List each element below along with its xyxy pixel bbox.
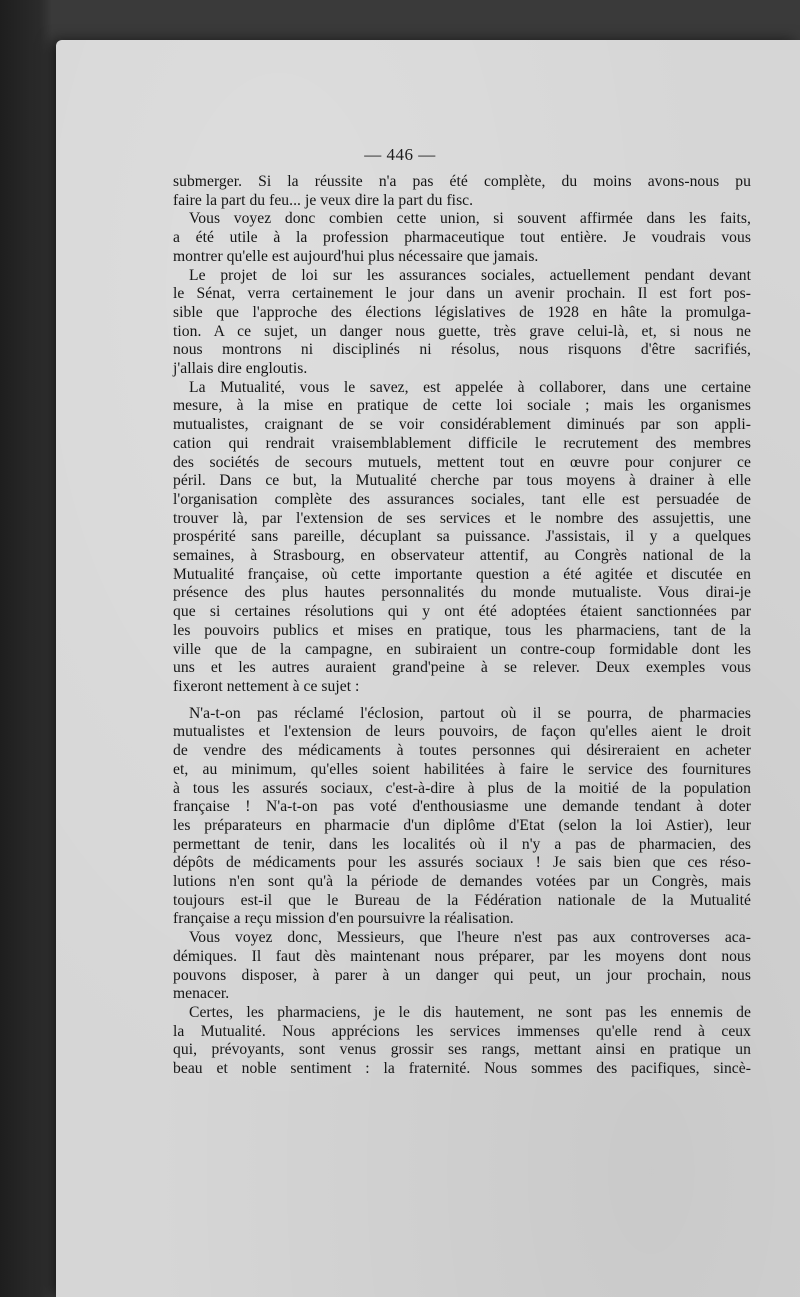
text-line: montrer qu'elle est aujourd'hui plus nécessaire que jamais. <box>173 247 539 265</box>
text-line: tion. A ce sujet, un danger nous guette, très grave celui-là, et, si nous ne <box>173 322 751 340</box>
text-line: l'organisation complète des assurances sociales, tant elle est persuadée de <box>173 490 751 508</box>
text-line: le Sénat, verra certainement le jour dans un avenir prochain. Il est fort pos- <box>173 285 751 303</box>
text-line: que si certaines résolutions qui y ont été adoptées étaient sanctionnées par <box>173 603 751 621</box>
text-line: faire la part du feu... je veux dire la part du fisc. <box>173 191 474 209</box>
text-line: prospérité sans pareille, décuplant sa puissance. J'assistais, il y a quelques <box>173 528 751 546</box>
text-line: les pouvoirs publics et mises en pratique, tous les pharmaciens, tant de la <box>173 621 751 639</box>
text-line: uns et les autres auraient grand'peine à se relever. Deux exemples vous <box>173 659 751 677</box>
text-line: des sociétés de secours mutuels, mettent tout en œuvre pour conjurer ce <box>173 453 751 471</box>
text-line: a été utile à la profession pharmaceutique tout entière. Je voudrais vous <box>173 229 751 247</box>
text-line: et, au minimum, qu'elles soient habilitées à faire le service des fournitures <box>173 760 751 778</box>
text-line: française ! N'a-t-on pas voté d'enthousiasme une demande tendant à doter <box>173 798 751 816</box>
text-line: beau et noble sentiment : la fraternité. Nous sommes des pacifiques, sincè- <box>173 1060 751 1078</box>
text-line: à tous les assurés sociaux, c'est-à-dire à plus de la moitié de la population <box>173 779 751 797</box>
text-line: de vendre des médicaments à toutes personnes qui désireraient en acheter <box>173 742 751 760</box>
text-line: Le projet de loi sur les assurances sociales, actuellement pendant devant <box>189 266 751 284</box>
text-line: péril. Dans ce but, la Mutualité cherche par tous moyens à drainer à elle <box>173 472 751 490</box>
text-line: les préparateurs en pharmacie d'un diplôme d'Etat (selon la loi Astier), leur <box>173 816 751 834</box>
text-line: Certes, les pharmaciens, je le dis hautement, ne sont pas les ennemis de <box>189 1003 751 1021</box>
text-line: permettant de tenir, dans les localités où il n'y a pas de pharmacien, des <box>173 835 751 853</box>
text-line: mesure, à la mise en pratique de cette loi sociale ; mais les organismes <box>173 397 751 415</box>
text-line: mutualistes et l'extension de leurs pouvoirs, de façon qu'elles aient le droit <box>173 723 751 741</box>
text-line: N'a-t-on pas réclamé l'éclosion, partout où il se pourra, de pharmacies <box>189 704 751 722</box>
paragraph-gap <box>173 697 751 705</box>
text-line: fixeront nettement à ce sujet : <box>173 677 360 695</box>
text-line: sible que l'approche des élections législatives de 1928 en hâte la promulga- <box>173 303 751 321</box>
page-number: — 446 — <box>364 145 436 164</box>
text-line: La Mutualité, vous le savez, est appelée à collaborer, dans une certaine <box>189 378 751 396</box>
text-line: nous montrons ni disciplinés ni résolus, nous risquons d'être sacrifiés, <box>173 341 751 359</box>
text-line: Mutualité française, où cette importante question a été agitée et discutée en <box>173 565 751 583</box>
text-line: j'allais dire engloutis. <box>173 360 308 378</box>
text-line: Vous voyez donc, Messieurs, que l'heure n'est pas aux controverses aca- <box>189 929 751 947</box>
text-line: lutions n'en sont qu'à la période de demandes votées par un Congrès, mais <box>173 873 751 891</box>
text-line: submerger. Si la réussite n'a pas été complète, du moins avons-nous pu <box>173 173 751 190</box>
text-line: cation qui rendrait vraisemblablement difficile le recrutement des membres <box>173 434 751 452</box>
text-line: Vous voyez donc combien cette union, si souvent affirmée dans les faits, <box>189 210 751 228</box>
text-line: menacer. <box>173 985 230 1003</box>
text-line: toujours est-il que le Bureau de la Fédération nationale de la Mutualité <box>173 891 751 909</box>
text-line: qui, prévoyants, sont venus grossir ses rangs, mettant ainsi en pratique un <box>173 1041 751 1059</box>
body-text <box>173 173 751 1079</box>
text-line: démiques. Il faut dès maintenant nous préparer, par les moyens dont nous <box>173 947 751 965</box>
text-line: pouvons disposer, à parer à un danger qui peut, un jour prochain, nous <box>173 966 751 984</box>
text-line: dépôts de médicaments pour les assurés sociaux ! Je sais bien que ces réso- <box>173 854 751 872</box>
text-line: présence des plus hautes personnalités du monde mutualiste. Vous dirai-je <box>173 584 751 602</box>
text-line: semaines, à Strasbourg, en observateur attentif, au Congrès national de la <box>173 547 751 565</box>
text-line: mutualistes, craignant de se voir considérablement diminués par son appli- <box>173 416 751 434</box>
text-line: française a reçu mission d'en poursuivre la réalisation. <box>173 910 514 928</box>
text-line: trouver là, par l'extension de ses services et le nombre des assujettis, une <box>173 509 751 527</box>
text-line: la Mutualité. Nous apprécions les services immenses qu'elle rend à ceux <box>173 1022 751 1040</box>
text-line: ville que de la campagne, en subiraient un contre-coup formidable dont les <box>173 640 751 658</box>
